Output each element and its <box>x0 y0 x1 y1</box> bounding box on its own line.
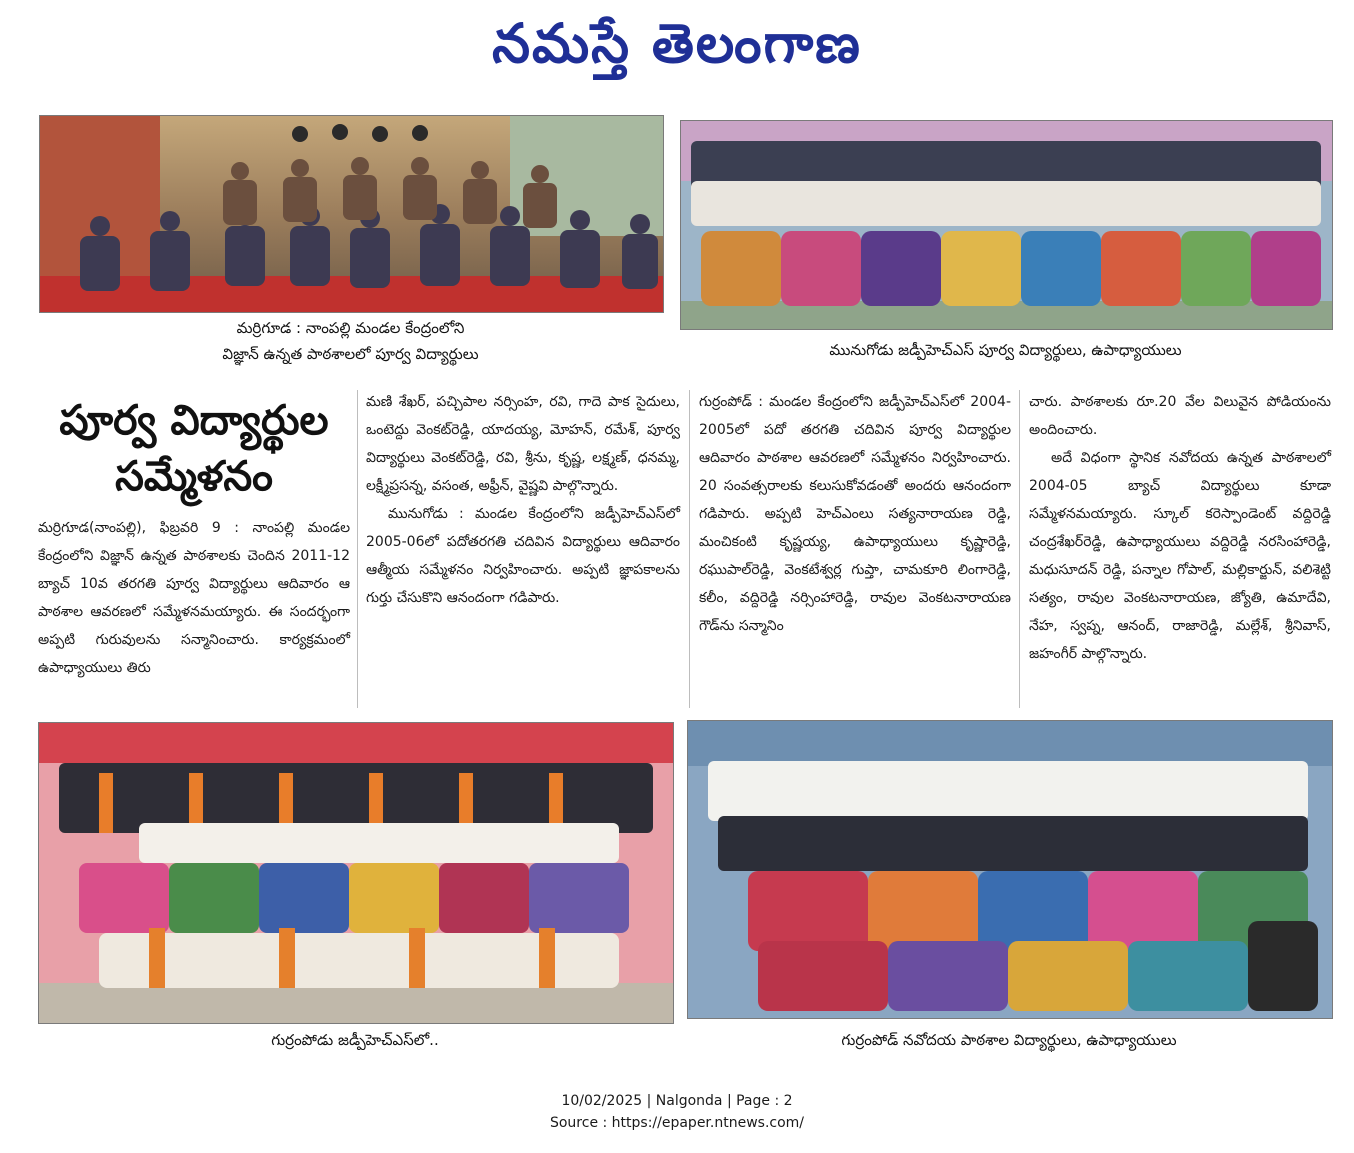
column-divider-2 <box>689 390 690 708</box>
photo-gurrampodu-navodaya-image <box>688 721 1332 1018</box>
photo-marriguda-alumni <box>39 115 664 313</box>
footer-source: Source : https://epaper.ntnews.com/ <box>549 1115 805 1131</box>
column-2-para-1: మణి శేఖర్, పచ్చిపాల నర్సింహ, రవి, గాదె పాక సైదులు, ఒంటెద్దు వెంకట్‌రెడ్డి, యాదయ్య, మోహన్, రమేశ్, పూర్వ విద్యార్థులు వెంకట్‌రెడ్డి, రవి, శ్రీను, కృష్ణ, లక్ష్మణ్, ధనమ్మ, లక్ష్మీప్రసన్న, వసంత, అఫ్రీన్, వైష్ణవి పాల్గొన్నారు. <box>366 394 680 494</box>
photo-gurrampodu-zphs-image <box>39 723 673 1023</box>
headline-line2: సమ్మేళనం <box>115 452 273 500</box>
article-column-1 <box>38 514 350 682</box>
article-column-3 <box>699 388 1011 640</box>
photo-marriguda-image <box>40 116 663 312</box>
caption-top-left-line2: విజ్ఞాన్ ఉన్నత పాఠశాలలో పూర్వ విద్యార్థులు <box>222 345 479 363</box>
photo-munugodu-alumni <box>680 120 1333 330</box>
article-column-4 <box>1029 388 1331 668</box>
caption-top-right: మునుగోడు జడ్పీహెచ్ఎస్ పూర్వ విద్యార్థులు, ఉపాధ్యాయులు <box>829 341 1182 359</box>
caption-bottom-left: గుర్రంపోడు జడ్పీహెచ్ఎస్‌లో.. <box>271 1031 439 1049</box>
column-2-para-2: మునుగోడు : మండల కేంద్రంలోని జడ్పీహెచ్ఎస్‌లో 2005-06లో పదోతరగతి చదివిన విద్యార్థులు ఆదివారం ఆత్మీయ సమ్మేళనం నిర్వహించారు. అప్పటి జ్ఞాపకాలను గుర్తు చేసుకొని ఆనందంగా గడిపారు. <box>366 506 680 606</box>
photo-gurrampodu-zphs <box>38 722 674 1024</box>
column-divider-1 <box>357 390 358 708</box>
column-4-para-2: అదే విధంగా స్థానిక నవోదయ ఉన్నత పాఠశాలలో 2004-05 బ్యాచ్ విద్యార్థులు కూడా సమ్మేళనమయ్యారు. స్కూల్ కరెస్పాండెంట్ వద్దిరెడ్డి చంద్రశేఖర్‌రెడ్డి, ఉపాధ్యాయులు వద్దిరెడ్డి నరసింహారెడ్డి, మధుసూదన్ రెడ్డి, పన్నాల గోపాల్, మల్లికార్జున్, వలిశెట్టి సత్యం, రావుల వెంకటనారాయణ, జ్యోతి, ఉమాదేవి, నేహ, స్వప్న, ఆనంద్, రాజారెడ్డి, మల్లేశ్, శ్రీనివాస్, జహంగీర్ పాల్గొన్నారు. <box>1029 450 1331 662</box>
column-4-para-1: చారు. పాఠశాలకు రూ.20 వేల విలువైన పోడియంను అందించారు. <box>1029 394 1331 438</box>
column-divider-3 <box>1019 390 1020 708</box>
photo-munugodu-image <box>681 121 1332 329</box>
column-3-text: గుర్రంపోడ్ : మండల కేంద్రంలోని జడ్పీహెచ్ఎస్‌లో 2004-2005లో పదో తరగతి చదివిన పూర్వ విద్యార్థుల ఆదివారం పాఠశాల ఆవరణలో సమ్మేళనం నిర్వహించారు. 20 సంవత్సరాలకు కలుసుకోవడంతో అందరు ఆనందంగా గడిపారు. అప్పటి హెచ్ఎంలు సత్యనారాయణ రెడ్డి, మంచికంటి కృష్ణయ్య, ఉపాధ్యాయులు కృష్ణారెడ్డి, రఘుపాల్‌రెడ్డి, వెంకటేశ్వర్ల గుప్తా, చామకూరి లింగారెడ్డి, కలీం, వద్దిరెడ్డి నర్సింహారెడ్డి, రావుల వెంకటనారాయణ గౌడ్‌ను సన్మానిం <box>699 394 1011 634</box>
article-headline <box>38 392 350 504</box>
caption-top-left-line1: మర్రిగూడ : నాంపల్లి మండల కేంద్రంలోని <box>236 319 465 337</box>
footer-date-edition: 10/02/2025 | Nalgonda | Page : 2 <box>561 1093 793 1109</box>
caption-bottom-right: గుర్రంపోడ్ నవోదయ పాఠశాల విద్యార్థులు, ఉపాధ్యాయులు <box>841 1031 1177 1049</box>
column-1-text: మర్రిగూడ(నాంపల్లి), ఫిబ్రవరి 9 : నాంపల్లి మండల కేంద్రంలోని విజ్ఞాన్ ఉన్నత పాఠశాలకు చెందిన 2011-12 బ్యాచ్ 10వ తరగతి పూర్వ విద్యార్థులు ఆదివారం ఆ పాఠశాల ఆవరణలో సమ్మేళనమయ్యారు. ఈ సందర్భంగా అప్పటి గురువులను సన్మానించారు. కార్యక్రమంలో ఉపాధ్యాయులు తిరు <box>38 520 350 676</box>
headline-line1: పూర్వ విద్యార్థుల <box>59 396 329 444</box>
article-column-2 <box>366 388 680 612</box>
photo-gurrampodu-navodaya <box>687 720 1333 1019</box>
masthead-title: నమస్తే తెలంగాణ <box>492 12 862 75</box>
